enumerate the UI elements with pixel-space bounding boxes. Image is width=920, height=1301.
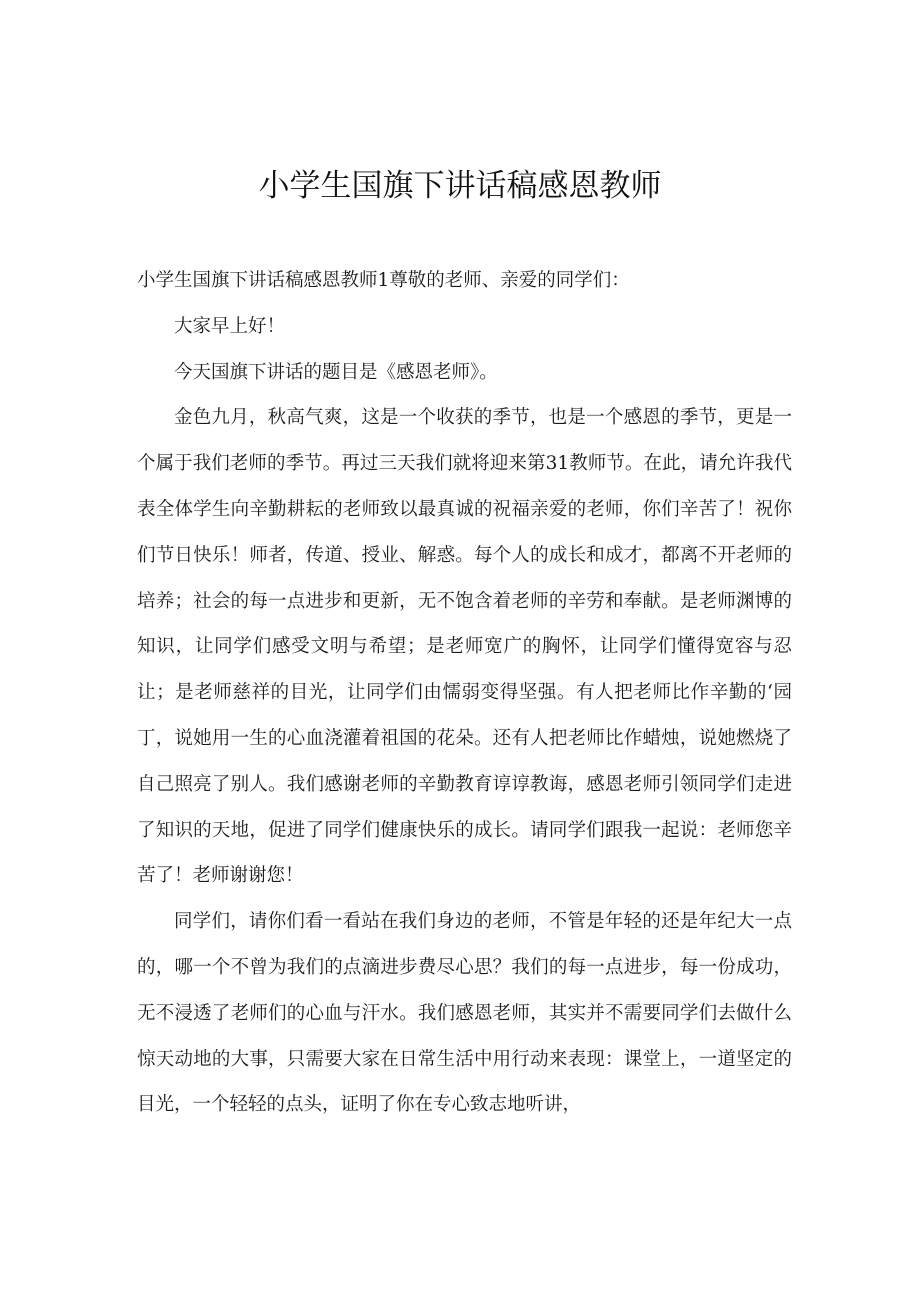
paragraph-main: 金色九月，秋高气爽，这是一个收获的季节，也是一个感恩的季节，更是一个属于我们老师的季节。再过三天我们就将迎来第31教师节。在此，请允许我代表全体学生向辛勤耕耘的老师致以最真诚的祝福亲爱的老师，你们辛苦了！祝你们节日快乐！师者，传道、授业、解惑。每个人的成长和成才，都离不开老师的培养；社会的每一点进步和更新，无不饱含着老师的辛劳和奉献。是老师渊博的知识，让同学们感受文明与希望；是老师宽广的胸怀，让同学们懂得宽容与忍让；是老师慈祥的目光，让同学们由懦弱变得坚强。有人把老师比作辛勤的‘园丁，说她用一生的心血浇灌着祖国的花朵。还有人把老师比作蜡烛，说她燃烧了自己照亮了别人。我们感谢老师的辛勤教育谆谆教诲，感恩老师引领同学们走进了知识的天地，促进了同学们健康快乐的成长。请同学们跟我一起说：老师您辛苦了！老师谢谢您！ — [137, 407, 792, 887]
paragraph-greeting: 大家早上好！ — [174, 315, 286, 337]
paragraph-heading-line: 小学生国旗下讲话稿感恩教师1尊敬的老师、亲爱的同学们： — [137, 270, 630, 291]
paragraph-topic: 今天国旗下讲话的题目是《感恩老师》。 — [174, 361, 498, 383]
document-title: 小学生国旗下讲话稿感恩教师 — [258, 168, 662, 204]
document-body — [137, 258, 792, 1128]
paragraph-second: 同学们，请你们看一看站在我们身边的老师，不管是年轻的还是年纪大一点的，哪一个不曾为我们的点滴进步费尽心思？我们的每一点进步，每一份成功，无不浸透了老师们的心血与汗水。我们感恩老师，其实并不需要同学们去做什么惊天动地的大事，只需要大家在日常生活中用行动来表现：课堂上，一道坚定的目光，一个轻轻的点头，证明了你在专心致志地听讲， — [137, 911, 792, 1116]
